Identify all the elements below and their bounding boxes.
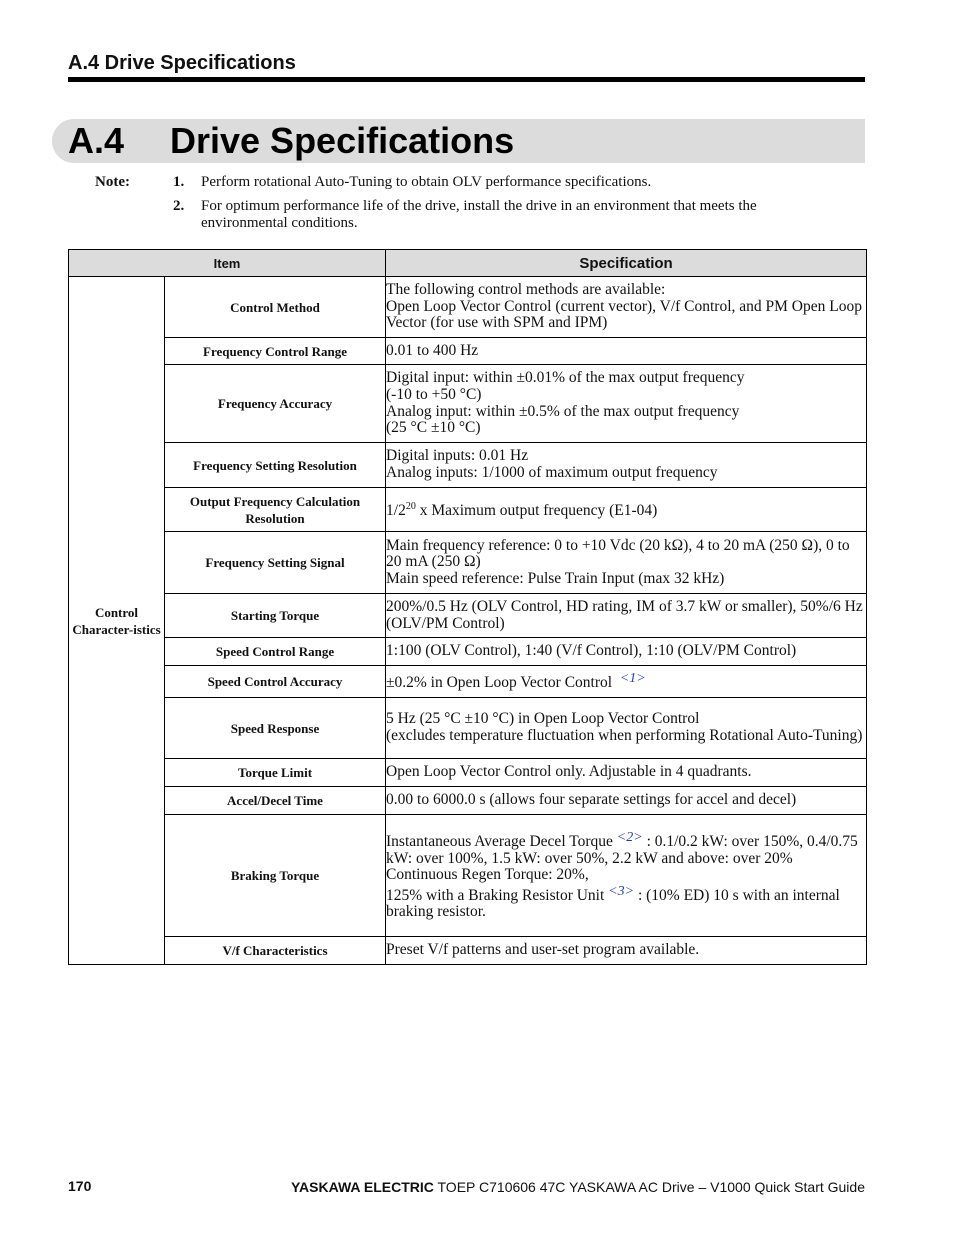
spec-text: : (10% ED) 10 s with an internal braking resistor. [386, 886, 840, 921]
page-number: 170 [68, 1178, 92, 1194]
spec-cell [386, 815, 867, 937]
footer-brand: YASKAWA ELECTRIC [291, 1179, 434, 1195]
item-label: Control Method [165, 277, 386, 338]
item-label: Frequency Accuracy [165, 365, 386, 443]
item-label: Speed Control Range [165, 638, 386, 666]
section-number: A.4 [68, 120, 125, 161]
spec-line: 5 Hz (25 °C ±10 °C) in Open Loop Vector Control [386, 710, 700, 728]
note-label: Note: [95, 174, 130, 190]
spec-cell: 0.00 to 6000.0 s (allows four separate settings for accel and decel) [386, 787, 867, 815]
spec-cell [386, 698, 867, 759]
item-label: Frequency Control Range [165, 338, 386, 365]
spec-line: (25 °C ±10 °C) [386, 419, 481, 437]
spec-line: Digital input: within ±0.01% of the max output frequency [386, 369, 745, 387]
spec-cell [386, 443, 867, 488]
table-header-row [69, 250, 867, 277]
spec-line: Analog inputs: 1/1000 of maximum output frequency [386, 464, 718, 481]
item-label: Frequency Setting Resolution [165, 443, 386, 488]
table-row [69, 365, 867, 443]
spec-line: (-10 to +50 °C) [386, 385, 482, 403]
item-label: V/f Characteristics [165, 937, 386, 965]
footnote-ref-link[interactable]: <1> [619, 671, 646, 687]
table-row [69, 787, 867, 815]
item-label: Speed Response [165, 698, 386, 759]
exponent: 20 [405, 501, 416, 513]
table-row [69, 594, 867, 638]
running-header: A.4 Drive Specifications [68, 52, 296, 74]
table-row [69, 638, 867, 666]
spec-line: Open Loop Vector Control (current vector), V/f Control, and PM Open Loop Vector (for use with SPM and IPM) [386, 297, 862, 332]
table-row [69, 937, 867, 965]
spec-text: ±0.2% in Open Loop Vector Control [386, 674, 613, 692]
item-label: Braking Torque [165, 815, 386, 937]
item-label: Speed Control Accuracy [165, 666, 386, 698]
table-row [69, 488, 867, 532]
item-label: Accel/Decel Time [165, 787, 386, 815]
spec-line: Main frequency reference: 0 to +10 Vdc (20 kΩ), 4 to 20 mA (250 Ω), 0 to 20 mA (250 Ω) [386, 536, 850, 571]
column-header-specification: Specification [386, 250, 867, 277]
table-row [69, 338, 867, 365]
spec-cell [386, 532, 867, 594]
spec-text: x Maximum output frequency (E1-04) [415, 502, 658, 520]
spec-text: 1/2 [386, 502, 406, 520]
spec-text: 125% with a Braking Resistor Unit [386, 886, 609, 904]
spec-cell: 200%/0.5 Hz (OLV Control, HD rating, IM of 3.7 kW or smaller), 50%/6 Hz (OLV/PM Control) [386, 594, 867, 638]
item-label: Torque Limit [165, 759, 386, 787]
table-row [69, 277, 867, 338]
table-row [69, 815, 867, 937]
spec-line [386, 830, 866, 867]
footer-doc-title [291, 1179, 865, 1195]
column-header-item: Item [69, 250, 386, 277]
spec-line: Analog input: within ±0.5% of the max output frequency [386, 402, 740, 420]
spec-text: Instantaneous Average Decel Torque [386, 833, 617, 851]
spec-cell: 1:100 (OLV Control), 1:40 (V/f Control), 1:10 (OLV/PM Control) [386, 638, 867, 666]
item-label: Output Frequency Calculation Resolution [165, 488, 386, 532]
spec-cell [386, 488, 867, 532]
table-row [69, 759, 867, 787]
footnote-ref-link[interactable]: <3> [608, 883, 635, 899]
item-label: Starting Torque [165, 594, 386, 638]
table-row [69, 443, 867, 488]
footer-doc: TOEP C710606 47C YASKAWA AC Drive – V1000 Quick Start Guide [433, 1179, 865, 1195]
spec-table [68, 249, 867, 965]
footnote-ref-link[interactable]: <2> [616, 830, 643, 846]
section-title: Drive Specifications [170, 120, 515, 161]
spec-cell: 0.01 to 400 Hz [386, 338, 867, 365]
note-text: For optimum performance life of the drive, install the drive in an environment that meets the environmental conditions. [201, 198, 757, 231]
spec-cell [386, 277, 867, 338]
header-rule [68, 77, 865, 82]
spec-cell: Open Loop Vector Control only. Adjustable in 4 quadrants. [386, 759, 867, 787]
note-number: 2. [173, 198, 185, 214]
spec-line: (excludes temperature fluctuation when performing Rotational Auto-Tuning) [386, 727, 863, 744]
spec-line: The following control methods are available: [386, 281, 666, 299]
note-text: Perform rotational Auto-Tuning to obtain OLV performance specifications. [201, 174, 652, 190]
table-row [69, 532, 867, 594]
spec-line [386, 884, 866, 921]
table-row [69, 666, 867, 698]
item-label: Frequency Setting Signal [165, 532, 386, 594]
spec-text: : 0.1/0.2 kW: over 150%, 0.4/0.75 kW: over 100%, 1.5 kW: over 50%, 2.2 kW and above: over 20% [386, 833, 858, 867]
spec-line: Continuous Regen Torque: 20%, [386, 866, 589, 884]
spec-line: Main speed reference: Pulse Train Input (max 32 kHz) [386, 569, 725, 587]
spec-line: Digital inputs: 0.01 Hz [386, 447, 529, 465]
spec-cell [386, 365, 867, 443]
spec-cell [386, 666, 867, 698]
note-number: 1. [173, 174, 185, 190]
spec-cell: Preset V/f patterns and user-set program available. [386, 937, 867, 965]
table-row [69, 698, 867, 759]
group-label: Control Character-istics [69, 277, 165, 965]
